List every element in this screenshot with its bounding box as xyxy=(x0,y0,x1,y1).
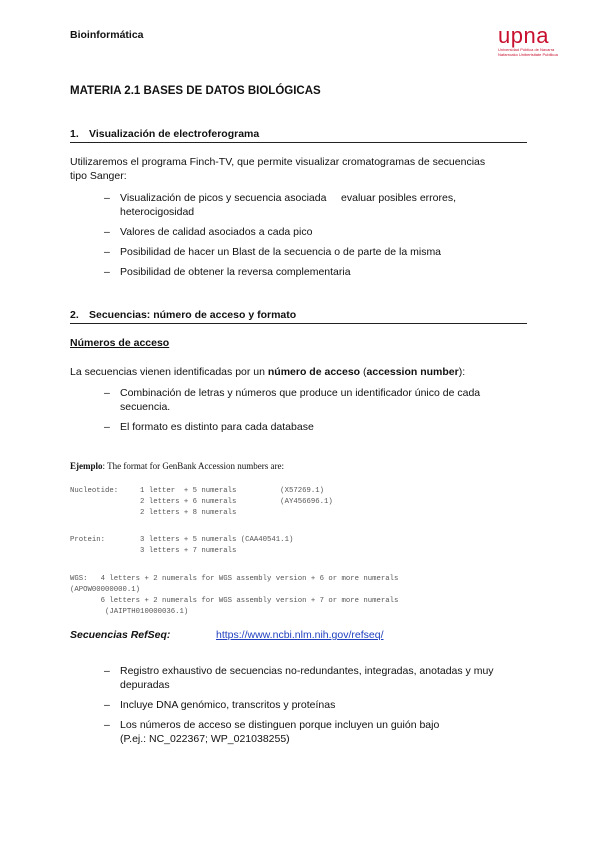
refseq-link[interactable]: https://www.ncbi.nlm.nih.gov/refseq/ xyxy=(216,629,384,641)
section-2-heading xyxy=(70,309,527,324)
list-item-line: (P.ej.: NC_022367; WP_021038255) xyxy=(120,733,290,745)
list-item: – Posibilidad de hacer un Blast de la secuencia o de parte de la misma xyxy=(104,245,524,259)
intro-text: La secuencias vienen identificadas por un xyxy=(70,366,268,378)
section-1-intro-line-2: tipo Sanger: xyxy=(70,170,127,182)
section-2-intro xyxy=(70,365,530,379)
list-item: – El formato es distinto para cada database xyxy=(104,420,524,434)
upna-logo xyxy=(498,25,578,57)
section-2-title: Secuencias: número de acceso y formato xyxy=(89,309,297,321)
section-1-bullets xyxy=(104,191,524,279)
logo-line-1: Universidad Pública de Navarra xyxy=(498,47,555,52)
example-label xyxy=(70,461,284,471)
intro-bold-term: número de acceso xyxy=(267,366,361,378)
document-title: MATERIA 2.1 BASES DE DATOS BIOLÓGICAS xyxy=(70,85,321,97)
nucleotide-format-block: Nucleotide: 1 letter + 5 numerals (X57269.1) 2 letters + 6 numerals (AY456696.1) 2 letters + 8 numerals xyxy=(70,487,333,517)
intro-bold-term: accession number xyxy=(366,366,459,378)
example-label-text: : The format for GenBank Accession numbers are: xyxy=(102,461,285,471)
accession-subheading: Números de acceso xyxy=(70,337,170,349)
header-course: Bioinformática xyxy=(70,29,144,41)
list-item: – Valores de calidad asociados a cada pico xyxy=(104,225,524,239)
wgs-format-block: WGS: 4 letters + 2 numerals for WGS assembly version + 6 or more numerals (APOW00000000.1) 6 letters + 2 numerals for WGS assembly version + 7 or more numerals (JAIPTH010000036.1) xyxy=(70,575,399,616)
protein-format-block: Protein: 3 letters + 5 numerals (CAA40541.1) 3 letters + 7 numerals xyxy=(70,536,294,555)
section-1-intro-line-1: Utilizaremos el programa Finch-TV, que permite visualizar cromatogramas de secuencias xyxy=(70,156,486,168)
logo-word: upna xyxy=(498,23,549,48)
list-item: – Posibilidad de obtener la reversa complementaria xyxy=(104,265,524,279)
list-item xyxy=(104,718,524,746)
section-2-number: 2. xyxy=(70,309,79,321)
list-item: – Combinación de letras y números que produce un identificador único de cada secuencia. xyxy=(104,386,510,414)
logo-line-2: Nafarroako Unibertsitate Publikoa xyxy=(498,52,558,57)
section-1-title: Visualización de electroferograma xyxy=(89,128,260,140)
section-2-bullets xyxy=(104,386,524,434)
section-1-intro xyxy=(70,155,530,183)
refseq-label: Secuencias RefSeq: xyxy=(70,629,171,641)
intro-text: ): xyxy=(458,366,466,378)
list-item: – Registro exhaustivo de secuencias no-redundantes, integradas, anotadas y muy depuradas xyxy=(104,664,520,692)
intro-text: ( xyxy=(360,366,367,378)
list-item: – Incluye DNA genómico, transcritos y proteínas xyxy=(104,698,524,712)
section-1-number: 1. xyxy=(70,128,79,140)
example-label-bold: Ejemplo xyxy=(70,461,103,471)
section-1-heading xyxy=(70,128,527,143)
refseq-bullets xyxy=(104,664,524,746)
list-item-line: – Los números de acceso se distinguen porque incluyen un guión bajo xyxy=(120,719,440,731)
list-item: – Visualización de picos y secuencia asociada evaluar posibles errores, heterocigosidad xyxy=(104,191,480,219)
